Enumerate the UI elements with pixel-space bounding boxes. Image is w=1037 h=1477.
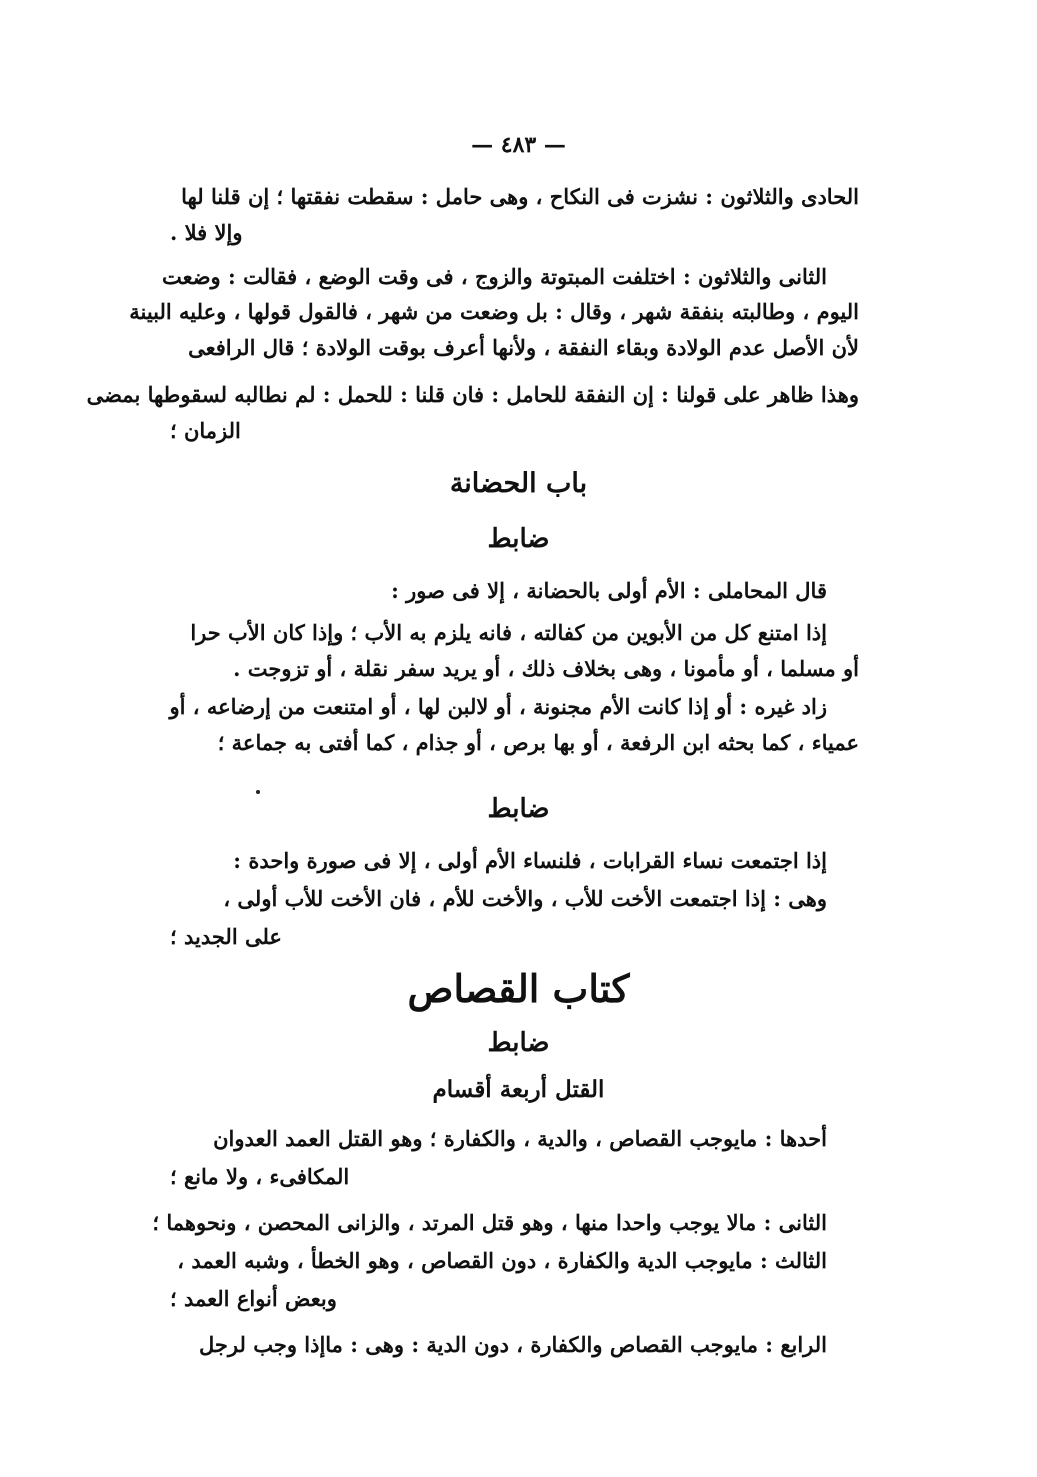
text-line: اليوم ، وطالبته بنفقة شهر ، وقال : بل وضعت من شهر ، فالقول قولها ، وعليه البينة	[129, 299, 859, 324]
text-line: لأن الأصل عدم الولادة وبقاء النفقة ، ولأنها أعرف بوقت الولادة ؛ قال الرافعى	[188, 335, 859, 360]
text-line: المكافىء ، ولا مانع ؛	[170, 1164, 350, 1189]
dabit-heading: ضابط	[487, 794, 550, 824]
text-line: الثانى : مالا يوجب واحدا منها ، وهو قتل المرتد ، والزانى المحصن ، ونحوهما ؛	[152, 1210, 827, 1235]
section-subheading: القتل أربعة أقسام	[432, 1076, 605, 1103]
chapter-heading: باب الحضانة	[449, 468, 588, 499]
text-line: أو مسلما ، أو مأمونا ، وهى بخلاف ذلك ، أو يريد سفر نقلة ، أو تزوجت .	[233, 656, 859, 681]
text-line: وبعض أنواع العمد ؛	[170, 1286, 337, 1311]
book-heading: كتاب القصاص	[407, 966, 630, 1011]
text-line: قال المحاملى : الأم أولى بالحضانة ، إلا فى صور :	[391, 578, 827, 603]
text-line: أحدها : مايوجب القصاص ، والدية ، والكفارة ؛ وهو القتل العمد العدوان	[213, 1126, 827, 1151]
text-line: وهى : إذا اجتمعت الأخت للأب ، والأخت للأم ، فان الأخت للأب أولى ،	[223, 886, 827, 911]
text-line: وإلا فلا .	[170, 220, 243, 245]
text-line: الثانى والثلاثون : اختلفت المبتوتة والزوج ، فى وقت الوضع ، فقالت : وضعت	[161, 264, 827, 289]
dabit-heading: ضابط	[487, 524, 550, 554]
text-line: إذا اجتمعت نساء القرابات ، فلنساء الأم أولى ، إلا فى صورة واحدة :	[233, 848, 827, 873]
text-line: زاد غيره : أو إذا كانت الأم مجنونة ، أو لالبن لها ، أو امتنعت من إرضاعه ، أو	[169, 694, 827, 719]
text-line: الثالث : مايوجب الدية والكفارة ، دون القصاص ، وهو الخطأ ، وشبه العمد ،	[177, 1248, 827, 1273]
text-line: إذا امتنع كل من الأبوين من كفالته ، فانه يلزم به الأب ؛ وإذا كان الأب حرا	[190, 620, 827, 645]
dabit-heading: ضابط	[487, 1028, 550, 1058]
page-number: — ٤٨٣ —	[471, 132, 566, 158]
text-line: عمياء ، كما بحثه ابن الرفعة ، أو بها برص ، أو جذام ، كما أفتى به جماعة ؛	[217, 730, 859, 755]
text-line: على الجديد ؛	[170, 924, 282, 949]
text-line: الرابع : مايوجب القصاص والكفارة ، دون الدية : وهى : ماإذا وجب لرجل	[199, 1332, 827, 1357]
text-line: الحادى والثلاثون : نشزت فى النكاح ، وهى حامل : سقطت نفقتها ؛ إن قلنا لها	[181, 184, 859, 209]
text-line: الزمان ؛	[170, 418, 241, 443]
text-line: وهذا ظاهر على قولنا : إن النفقة للحامل : فان قلنا : للحمل : لم نطالبه لسقوطها بمضى	[86, 382, 859, 407]
